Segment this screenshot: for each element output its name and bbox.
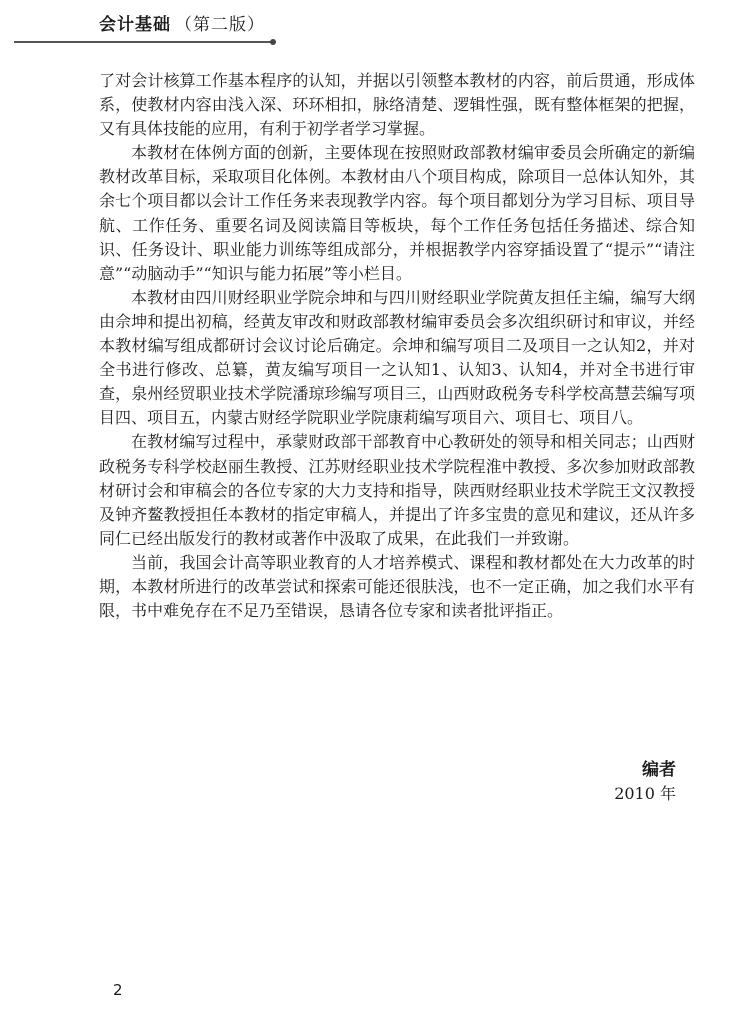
header-rule-dot: [270, 39, 276, 45]
author-signature: 编者: [642, 760, 676, 780]
paragraph-3: 本教材由四川财经职业学院佘坤和与四川财经职业学院黄友担任主编，编写大纲由佘坤和提出初稿，经黄友审改和财政部教材编审委员会多次组织研讨和审议，并经本教材编写组成都研讨会议讨论后确定。佘坤和编写项目二及项目一之认知2，并对全书进行修改、总纂，黄友编写项目一之认知1、认知3、认知4，并对全书进行审查，泉州经贸职业技术学院潘琼珍编写项目三，山西财政税务专科学校高慧芸编写项目四、项目五，内蒙古财经学院职业学院康莉编写项目六、项目七、项目八。: [99, 287, 695, 428]
running-header: [99, 10, 265, 35]
header-rule: [14, 40, 276, 44]
book-title: 会计基础: [99, 15, 171, 35]
paragraph-1: 了对会计核算工作基本程序的认知，并据以引领整本教材的内容，前后贯通，形成体系，使教材内容由浅入深、环环相扣，脉络清楚、逻辑性强，既有整体框架的把握，又有具体技能的应用，有利于初学者学习掌握。: [99, 71, 695, 139]
edition-label: （第二版）: [175, 15, 265, 35]
signature-date: 2010 年: [614, 784, 676, 803]
paragraph-4: 在教材编写过程中，承蒙财政部干部教育中心教研处的领导和相关同志；山西财政税务专科学校赵丽生教授、江苏财经职业技术学院程淮中教授、多次参加财政部教材研讨会和审稿会的各位专家的大力支持和指导，陕西财经职业技术学院王文汉教授及钟齐鳌教授担任本教材的指定审稿人，并提出了许多宝贵的意见和建议，还从许多同仁已经出版发行的教材或著作中汲取了成果，在此我们一并致谢。: [99, 432, 695, 548]
paragraph-2: 本教材在体例方面的创新，主要体现在按照财政部教材编审委员会所确定的新编教材改革目标，采取项目化体例。本教材由八个项目构成，除项目一总体认知外，其余七个项目都以会计工作任务来表现教学内容。每个项目都划分为学习目标、项目导航、工作任务、重要名词及阅读篇目等板块，每个工作任务包括任务描述、综合知识、任务设计、职业能力训练等组成部分，并根据教学内容穿插设置了“提示”“请注意”“动脑动手”“知识与能力拓展”等小栏目。: [99, 143, 695, 283]
header-rule-line: [14, 41, 272, 43]
page-number: 2: [113, 981, 123, 999]
paragraph-5: 当前，我国会计高等职业教育的人才培养模式、课程和教材都处在大力改革的时期，本教材所进行的改革尝试和探索可能还很肤浅，也不一定正确，加之我们水平有限，书中难免存在不足乃至错误，恳请各位专家和读者批评指正。: [99, 552, 695, 621]
body-text: [99, 69, 695, 623]
